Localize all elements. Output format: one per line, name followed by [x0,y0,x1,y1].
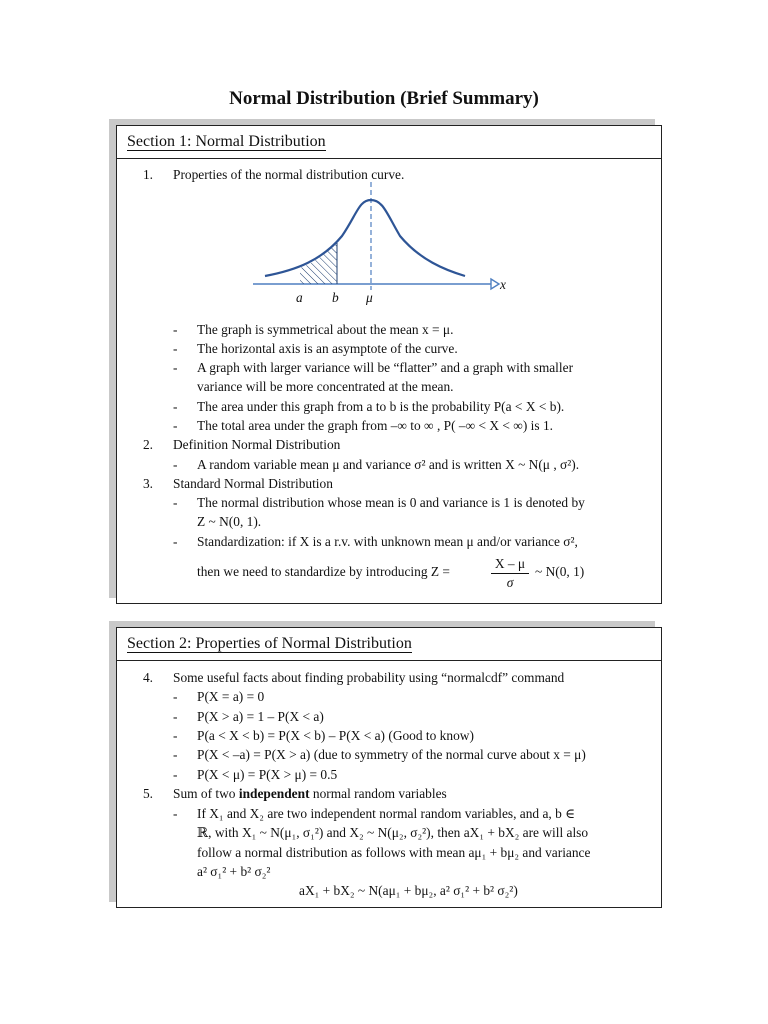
fraction-numerator: X – μ [494,556,526,571]
page-title: Normal Distribution (Brief Summary) [229,88,539,109]
sum-line-4: a² σ₁² + b² σ₂² [197,864,271,879]
label-b: b [332,290,339,305]
sum-formula: aX₁ + bX₂ ~ N(aμ₁ + bμ₂, a² σ₁² + b² σ₂²) [299,883,518,898]
section-divider [117,158,661,159]
bullet-standardization-cont: then we need to standardize by introducing Z = [197,564,450,579]
sum-line-2: ℝ, with X₁ ~ N(μ₁, σ₁²) and X₂ ~ N(μ₂, σ₂²), then aX₁ + bX₂ are will also [197,825,589,840]
label-x: x [500,277,506,292]
normal-curve-graph [247,178,507,313]
x-axis-arrow-icon [491,279,499,289]
label-a: a [296,290,303,305]
normal-curve [265,200,465,276]
section-2-heading: Section 2: Properties of Normal Distribution [127,635,412,652]
sum-line-3: follow a normal distribution as follows with mean aμ₁ + bμ₂ and variance [197,845,591,860]
fraction-bar [491,573,529,574]
bullet-variance-cont: variance will be more concentrated at the mean. [197,379,454,394]
fraction-tail: ~ N(0, 1) [535,564,585,579]
section-divider [117,660,661,661]
section-1-heading: Section 1: Normal Distribution [127,133,326,150]
section-1-box: Section 1: Normal Distribution 1. Properties of the normal distribution curve. a b μ x - The graph is symmetrical about the mean x = μ. - The horizontal axis is an asymptote of the curve. - A graph with larger variance will be “flatter” and a graph with smaller variance will be more concentrated at the mean. - The area under this graph from a to b is the probability P(a < X < b). - The total area under the graph from –∞ to ∞ , P( –∞ < X < ∞) is 1. 2. Definition Normal Distribution - A random variable mean μ and variance σ² and is written X ~ N(μ , σ²). 3. Standard Normal Distribution - The normal distribution whose mean is 0 and variance is 1 is denoted by Z ~ N(0, 1). - Standardization: if X is a r.v. with unknown mean μ and/or variance σ², then we need to standardize by introducing Z = X – μ σ ~ N(0, 1) [116,125,662,604]
section-2-box: Section 2: Properties of Normal Distribution 4. Some useful facts about finding probability using “normalcdf” command - P(X = a) = 0 - P(X > a) = 1 – P(X < a) - P(a < X < b) = P(X < b) – P(X < a) (Good to know) - P(X < –a) = P(X > a) (due to symmetry of the normal curve about x = μ) - P(X < μ) = P(X > μ) = 0.5 5. Sum of two independent normal random variables - If X₁ and X₂ are two independent normal random variables, and a, b ∈ ℝ, with X₁ ~ N(μ₁, σ₁²) and X₂ ~ N(μ₂, σ₂²), then aX₁ + bX₂ are will also follow a normal distribution as follows with mean aμ₁ + bμ₂ and variance a² σ₁² + b² σ₂² aX₁ + bX₂ ~ N(aμ₁ + bμ₂, a² σ₁² + b² σ₂²) [116,627,662,908]
label-mu: μ [366,290,373,305]
bullet-standard-normal-cont: Z ~ N(0, 1). [197,514,262,529]
fraction-denominator: σ [506,575,514,590]
